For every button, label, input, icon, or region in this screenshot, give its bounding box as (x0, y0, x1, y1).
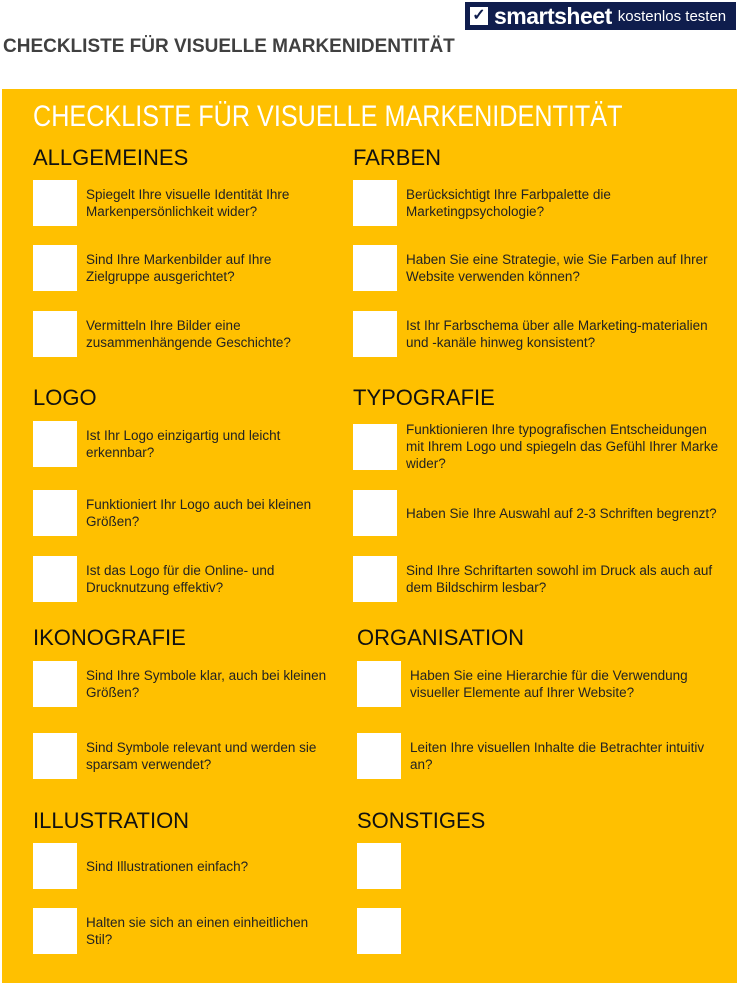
section-heading-ikonografie: IKONOGRAFIE (33, 625, 186, 650)
section-heading-allgemeines: ALLGEMEINES (33, 145, 189, 170)
checkbox[interactable] (33, 843, 77, 889)
smartsheet-trial-banner[interactable] (465, 2, 736, 30)
section-heading-typografie: TYPOGRAFIE (353, 385, 495, 410)
checklist-item (353, 311, 726, 357)
checkbox[interactable] (353, 245, 397, 291)
checklist-item-text: Spiegelt Ihre visuelle Identität Ihre Markenpersönlichkeit wider? (86, 187, 290, 219)
checklist-item (33, 661, 336, 707)
checklist-item-text: Sind Symbole relevant und werden sie sparsam verwendet? (86, 740, 317, 772)
checklist-item-text: Sind Illustrationen einfach? (86, 858, 249, 874)
checklist-item (33, 556, 336, 602)
checklist-item (33, 843, 336, 889)
checklist-item (357, 733, 730, 779)
checkbox[interactable] (33, 180, 77, 226)
page-title: CHECKLISTE FÜR VISUELLE MARKENIDENTITÄT (3, 36, 455, 57)
checklist-item (33, 311, 336, 357)
checklist-item (33, 421, 336, 467)
checkbox[interactable] (33, 733, 77, 779)
checklist-item-text: Leiten Ihre visuellen Inhalte die Betrachter intuitiv an? (410, 740, 705, 772)
checkbox[interactable] (33, 245, 77, 291)
checklist-item (33, 908, 336, 954)
checkbox[interactable] (33, 556, 77, 602)
checklist-item (357, 661, 730, 707)
checklist-item-text: Ist Ihr Farbschema über alle Marketing-materialien und -kanäle hinweg konsistent? (406, 318, 708, 350)
checklist-item-text: Vermitteln Ihre Bilder eine zusammenhängende Geschichte? (86, 318, 291, 350)
checklist-item-text: Berücksichtigt Ihre Farbpalette die Marketingpsychologie? (406, 187, 611, 219)
checklist-item (357, 843, 730, 889)
checkbox[interactable] (357, 908, 401, 954)
checkbox[interactable] (33, 908, 77, 954)
checkbox[interactable] (357, 661, 401, 707)
checklist-title: CHECKLISTE FÜR VISUELLE MARKENIDENTITÄT (33, 100, 623, 133)
checklist-item-text: Haben Sie Ihre Auswahl auf 2-3 Schriften begrenzt? (406, 505, 717, 521)
checklist-item-text: Sind Ihre Symbole klar, auch bei kleinen Größen? (86, 668, 327, 700)
checkbox[interactable] (33, 661, 77, 707)
checklist-item-text: Funktioniert Ihr Logo auch bei kleinen Größen? (86, 497, 312, 529)
checkbox[interactable] (353, 556, 397, 602)
checklist-item-text: Haben Sie eine Strategie, wie Sie Farben auf Ihrer Website verwenden können? (406, 252, 708, 284)
checklist-item (353, 180, 726, 226)
checklist-item-text: Ist das Logo für die Online- und Drucknutzung effektiv? (86, 563, 275, 595)
checklist-item (353, 421, 726, 472)
checklist-item-text: Funktionieren Ihre typografischen Entscheidungen mit Ihrem Logo und spiegeln das Gefühl Ihrer Marke wider? (406, 422, 719, 471)
checklist-item (33, 180, 336, 226)
checklist-item (33, 245, 336, 291)
checkbox[interactable] (353, 180, 397, 226)
section-heading-sonstiges: SONSTIGES (357, 808, 486, 833)
checkbox[interactable] (353, 490, 397, 536)
section-heading-illustration: ILLUSTRATION (33, 808, 190, 833)
section-heading-organisation: ORGANISATION (357, 625, 525, 650)
trial-link[interactable]: kostenlos testen (617, 7, 727, 25)
checklist-item (33, 490, 336, 536)
checkbox[interactable] (353, 424, 397, 470)
section-heading-logo: LOGO (33, 385, 97, 410)
checklist-item-text: Sind Ihre Schriftarten sowohl im Druck als auch auf dem Bildschirm lesbar? (406, 563, 713, 595)
checklist-item-text: Sind Ihre Markenbilder auf Ihre Zielgruppe ausgerichtet? (86, 252, 272, 284)
checklist-item (33, 733, 336, 779)
checklist-item (353, 556, 726, 602)
checkbox[interactable] (33, 490, 77, 536)
section-heading-farben: FARBEN (353, 145, 442, 170)
checklist-item (353, 490, 726, 536)
brand-name: smartsheet (494, 2, 612, 29)
smartsheet-logo-icon: ✓ (470, 7, 488, 25)
checkbox[interactable] (357, 843, 401, 889)
checkbox[interactable] (33, 421, 77, 467)
checkbox[interactable] (357, 733, 401, 779)
checklist-item (357, 908, 730, 954)
checklist-item-text: Halten sie sich an einen einheitlichen Stil? (86, 915, 309, 947)
checklist-item-text: Haben Sie eine Hierarchie für die Verwendung visueller Elemente auf Ihrer Website? (410, 668, 688, 700)
checkbox[interactable] (33, 311, 77, 357)
checklist-item (353, 245, 726, 291)
checklist-item-text: Ist Ihr Logo einzigartig und leicht erkennbar? (86, 428, 281, 460)
checkbox[interactable] (353, 311, 397, 357)
